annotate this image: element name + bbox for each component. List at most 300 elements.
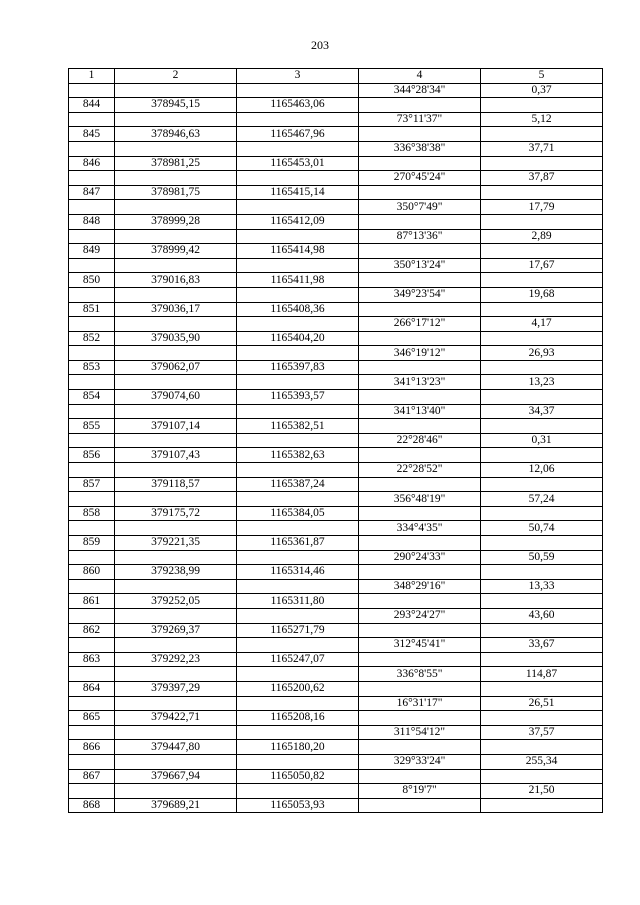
- x-coordinate-cell: 379292,23: [115, 652, 237, 667]
- x-coordinate-cell: [115, 550, 237, 565]
- y-coordinate-cell: [237, 112, 359, 127]
- point-number-cell: 858: [69, 506, 115, 521]
- direction-angle-cell: [359, 536, 481, 551]
- y-coordinate-cell: 1165463,06: [237, 98, 359, 113]
- distance-cell: [481, 331, 603, 346]
- distance-cell: [481, 594, 603, 609]
- point-number-cell: 850: [69, 273, 115, 288]
- y-coordinate-cell: 1165414,98: [237, 244, 359, 259]
- table-row: [69, 550, 603, 565]
- table-header: [69, 69, 603, 84]
- x-coordinate-cell: [115, 200, 237, 215]
- y-coordinate-cell: 1165247,07: [237, 652, 359, 667]
- distance-cell: 12,06: [481, 463, 603, 478]
- y-coordinate-cell: 1165382,63: [237, 448, 359, 463]
- point-number-cell: [69, 492, 115, 507]
- table-row: [69, 477, 603, 492]
- direction-angle-cell: [359, 302, 481, 317]
- direction-angle-cell: 356°48'19": [359, 492, 481, 507]
- direction-angle-cell: [359, 419, 481, 434]
- direction-angle-cell: 22°28'46": [359, 433, 481, 448]
- point-number-cell: 847: [69, 185, 115, 200]
- point-number-cell: [69, 375, 115, 390]
- distance-cell: [481, 798, 603, 813]
- table-row: [69, 711, 603, 726]
- y-coordinate-cell: 1165050,82: [237, 769, 359, 784]
- point-number-cell: [69, 784, 115, 799]
- direction-angle-cell: 329°33'24": [359, 754, 481, 769]
- table-row: [69, 360, 603, 375]
- x-coordinate-cell: 379107,43: [115, 448, 237, 463]
- point-number-cell: 857: [69, 477, 115, 492]
- table-row: [69, 156, 603, 171]
- direction-angle-cell: 341°13'23": [359, 375, 481, 390]
- direction-angle-cell: [359, 331, 481, 346]
- table-row: [69, 798, 603, 813]
- x-coordinate-cell: 379107,14: [115, 419, 237, 434]
- y-coordinate-cell: [237, 141, 359, 156]
- distance-cell: [481, 681, 603, 696]
- x-coordinate-cell: 379074,60: [115, 390, 237, 405]
- y-coordinate-cell: 1165382,51: [237, 419, 359, 434]
- direction-angle-cell: 87°13'36": [359, 229, 481, 244]
- point-number-cell: 859: [69, 536, 115, 551]
- y-coordinate-cell: [237, 229, 359, 244]
- distance-cell: 26,93: [481, 346, 603, 361]
- point-number-cell: 862: [69, 623, 115, 638]
- distance-cell: 43,60: [481, 608, 603, 623]
- y-coordinate-cell: [237, 521, 359, 536]
- direction-angle-cell: 336°8'55": [359, 667, 481, 682]
- point-number-cell: 856: [69, 448, 115, 463]
- y-coordinate-cell: 1165397,83: [237, 360, 359, 375]
- point-number-cell: [69, 696, 115, 711]
- x-coordinate-cell: [115, 112, 237, 127]
- table-row: [69, 536, 603, 551]
- distance-cell: 17,67: [481, 258, 603, 273]
- point-number-cell: 849: [69, 244, 115, 259]
- distance-cell: [481, 652, 603, 667]
- x-coordinate-cell: 379689,21: [115, 798, 237, 813]
- table-row: [69, 433, 603, 448]
- y-coordinate-cell: 1165415,14: [237, 185, 359, 200]
- table-row: [69, 390, 603, 405]
- x-coordinate-cell: [115, 638, 237, 653]
- table-row: [69, 769, 603, 784]
- x-coordinate-cell: [115, 141, 237, 156]
- distance-cell: 37,71: [481, 141, 603, 156]
- x-coordinate-cell: 379035,90: [115, 331, 237, 346]
- direction-angle-cell: [359, 623, 481, 638]
- point-number-cell: 844: [69, 98, 115, 113]
- y-coordinate-cell: 1165200,62: [237, 681, 359, 696]
- point-number-cell: [69, 83, 115, 98]
- point-number-cell: 848: [69, 214, 115, 229]
- table-row: [69, 784, 603, 799]
- table-row: [69, 740, 603, 755]
- y-coordinate-cell: [237, 492, 359, 507]
- direction-angle-cell: 341°13'40": [359, 404, 481, 419]
- x-coordinate-cell: [115, 375, 237, 390]
- column-header: 2: [115, 69, 237, 84]
- y-coordinate-cell: [237, 346, 359, 361]
- point-number-cell: [69, 258, 115, 273]
- direction-angle-cell: [359, 156, 481, 171]
- distance-cell: [481, 185, 603, 200]
- distance-cell: [481, 448, 603, 463]
- direction-angle-cell: [359, 594, 481, 609]
- y-coordinate-cell: 1165384,05: [237, 506, 359, 521]
- distance-cell: 50,74: [481, 521, 603, 536]
- table-row: [69, 623, 603, 638]
- x-coordinate-cell: [115, 317, 237, 332]
- point-number-cell: 860: [69, 565, 115, 580]
- column-header: 3: [237, 69, 359, 84]
- point-number-cell: 868: [69, 798, 115, 813]
- direction-angle-cell: [359, 185, 481, 200]
- y-coordinate-cell: 1165412,09: [237, 214, 359, 229]
- distance-cell: 34,37: [481, 404, 603, 419]
- y-coordinate-cell: [237, 667, 359, 682]
- x-coordinate-cell: [115, 725, 237, 740]
- distance-cell: 50,59: [481, 550, 603, 565]
- y-coordinate-cell: [237, 696, 359, 711]
- table-row: [69, 463, 603, 478]
- distance-cell: 37,57: [481, 725, 603, 740]
- table-row: [69, 521, 603, 536]
- point-number-cell: [69, 725, 115, 740]
- x-coordinate-cell: [115, 608, 237, 623]
- direction-angle-cell: 290°24'33": [359, 550, 481, 565]
- x-coordinate-cell: [115, 433, 237, 448]
- x-coordinate-cell: 378946,63: [115, 127, 237, 142]
- point-number-cell: 865: [69, 711, 115, 726]
- table-row: [69, 667, 603, 682]
- direction-angle-cell: [359, 681, 481, 696]
- x-coordinate-cell: 379667,94: [115, 769, 237, 784]
- direction-angle-cell: 336°38'38": [359, 141, 481, 156]
- distance-cell: [481, 419, 603, 434]
- point-number-cell: [69, 112, 115, 127]
- distance-cell: [481, 98, 603, 113]
- distance-cell: [481, 273, 603, 288]
- point-number-cell: 863: [69, 652, 115, 667]
- x-coordinate-cell: [115, 171, 237, 186]
- point-number-cell: [69, 579, 115, 594]
- column-header: 4: [359, 69, 481, 84]
- distance-cell: [481, 156, 603, 171]
- table-row: [69, 681, 603, 696]
- distance-cell: [481, 127, 603, 142]
- y-coordinate-cell: [237, 287, 359, 302]
- y-coordinate-cell: 1165453,01: [237, 156, 359, 171]
- distance-cell: 19,68: [481, 287, 603, 302]
- x-coordinate-cell: [115, 784, 237, 799]
- x-coordinate-cell: 379118,57: [115, 477, 237, 492]
- y-coordinate-cell: [237, 784, 359, 799]
- x-coordinate-cell: [115, 579, 237, 594]
- table-row: [69, 171, 603, 186]
- table-row: [69, 141, 603, 156]
- y-coordinate-cell: 1165404,20: [237, 331, 359, 346]
- x-coordinate-cell: 379422,71: [115, 711, 237, 726]
- distance-cell: [481, 536, 603, 551]
- table-row: [69, 185, 603, 200]
- point-number-cell: 855: [69, 419, 115, 434]
- distance-cell: 2,89: [481, 229, 603, 244]
- point-number-cell: [69, 463, 115, 478]
- y-coordinate-cell: [237, 83, 359, 98]
- page-number: 203: [311, 38, 329, 52]
- distance-cell: 255,34: [481, 754, 603, 769]
- x-coordinate-cell: 379269,37: [115, 623, 237, 638]
- table-row: [69, 448, 603, 463]
- table-row: [69, 594, 603, 609]
- y-coordinate-cell: 1165393,57: [237, 390, 359, 405]
- distance-cell: [481, 360, 603, 375]
- distance-cell: 33,67: [481, 638, 603, 653]
- x-coordinate-cell: 379447,80: [115, 740, 237, 755]
- direction-angle-cell: [359, 214, 481, 229]
- table-row: [69, 565, 603, 580]
- direction-angle-cell: 22°28'52": [359, 463, 481, 478]
- table-row: [69, 404, 603, 419]
- direction-angle-cell: [359, 652, 481, 667]
- table-row: [69, 83, 603, 98]
- direction-angle-cell: 312°45'41": [359, 638, 481, 653]
- y-coordinate-cell: [237, 375, 359, 390]
- distance-cell: [481, 506, 603, 521]
- coordinates-table: [68, 68, 603, 813]
- distance-cell: 5,12: [481, 112, 603, 127]
- table-row: [69, 652, 603, 667]
- x-coordinate-cell: 379221,35: [115, 536, 237, 551]
- y-coordinate-cell: 1165361,87: [237, 536, 359, 551]
- x-coordinate-cell: [115, 229, 237, 244]
- y-coordinate-cell: 1165271,79: [237, 623, 359, 638]
- x-coordinate-cell: 379238,99: [115, 565, 237, 580]
- x-coordinate-cell: 379252,05: [115, 594, 237, 609]
- x-coordinate-cell: 378981,25: [115, 156, 237, 171]
- x-coordinate-cell: 378945,15: [115, 98, 237, 113]
- x-coordinate-cell: [115, 83, 237, 98]
- table-row: [69, 287, 603, 302]
- point-number-cell: 852: [69, 331, 115, 346]
- direction-angle-cell: 350°7'49": [359, 200, 481, 215]
- direction-angle-cell: 348°29'16": [359, 579, 481, 594]
- table-row: [69, 112, 603, 127]
- x-coordinate-cell: [115, 492, 237, 507]
- direction-angle-cell: [359, 244, 481, 259]
- point-number-cell: 845: [69, 127, 115, 142]
- y-coordinate-cell: [237, 754, 359, 769]
- distance-cell: 37,87: [481, 171, 603, 186]
- y-coordinate-cell: [237, 171, 359, 186]
- point-number-cell: [69, 141, 115, 156]
- distance-cell: [481, 477, 603, 492]
- distance-cell: 13,33: [481, 579, 603, 594]
- x-coordinate-cell: 378999,28: [115, 214, 237, 229]
- x-coordinate-cell: 378999,42: [115, 244, 237, 259]
- column-header: 1: [69, 69, 115, 84]
- table-row: [69, 302, 603, 317]
- table-row: [69, 696, 603, 711]
- y-coordinate-cell: [237, 463, 359, 478]
- table-row: [69, 200, 603, 215]
- distance-cell: [481, 769, 603, 784]
- x-coordinate-cell: 379397,29: [115, 681, 237, 696]
- point-number-cell: [69, 608, 115, 623]
- point-number-cell: 853: [69, 360, 115, 375]
- direction-angle-cell: [359, 477, 481, 492]
- table-row: [69, 579, 603, 594]
- point-number-cell: [69, 433, 115, 448]
- point-number-cell: [69, 667, 115, 682]
- y-coordinate-cell: [237, 608, 359, 623]
- y-coordinate-cell: 1165408,36: [237, 302, 359, 317]
- y-coordinate-cell: 1165387,24: [237, 477, 359, 492]
- direction-angle-cell: 8°19'7": [359, 784, 481, 799]
- point-number-cell: 854: [69, 390, 115, 405]
- point-number-cell: 851: [69, 302, 115, 317]
- point-number-cell: [69, 550, 115, 565]
- column-header: 5: [481, 69, 603, 84]
- direction-angle-cell: 311°54'12": [359, 725, 481, 740]
- table-row: [69, 638, 603, 653]
- direction-angle-cell: 266°17'12": [359, 317, 481, 332]
- point-number-cell: [69, 287, 115, 302]
- x-coordinate-cell: [115, 258, 237, 273]
- direction-angle-cell: [359, 448, 481, 463]
- y-coordinate-cell: [237, 550, 359, 565]
- direction-angle-cell: [359, 390, 481, 405]
- y-coordinate-cell: [237, 638, 359, 653]
- direction-angle-cell: [359, 711, 481, 726]
- table-row: [69, 419, 603, 434]
- distance-cell: [481, 711, 603, 726]
- table-row: [69, 244, 603, 259]
- table-row: [69, 229, 603, 244]
- point-number-cell: [69, 229, 115, 244]
- x-coordinate-cell: [115, 696, 237, 711]
- y-coordinate-cell: [237, 725, 359, 740]
- direction-angle-cell: 349°23'54": [359, 287, 481, 302]
- direction-angle-cell: 73°11'37": [359, 112, 481, 127]
- x-coordinate-cell: 379175,72: [115, 506, 237, 521]
- x-coordinate-cell: 379016,83: [115, 273, 237, 288]
- distance-cell: [481, 565, 603, 580]
- distance-cell: 0,37: [481, 83, 603, 98]
- direction-angle-cell: [359, 98, 481, 113]
- table-row: [69, 98, 603, 113]
- direction-angle-cell: [359, 127, 481, 142]
- point-number-cell: 867: [69, 769, 115, 784]
- distance-cell: [481, 740, 603, 755]
- x-coordinate-cell: [115, 521, 237, 536]
- table-row: [69, 331, 603, 346]
- point-number-cell: 861: [69, 594, 115, 609]
- x-coordinate-cell: [115, 287, 237, 302]
- point-number-cell: [69, 200, 115, 215]
- table-body: [69, 83, 603, 813]
- y-coordinate-cell: [237, 433, 359, 448]
- y-coordinate-cell: 1165314,46: [237, 565, 359, 580]
- table-row: [69, 725, 603, 740]
- table-row: [69, 127, 603, 142]
- point-number-cell: [69, 521, 115, 536]
- x-coordinate-cell: [115, 754, 237, 769]
- x-coordinate-cell: [115, 404, 237, 419]
- y-coordinate-cell: 1165180,20: [237, 740, 359, 755]
- y-coordinate-cell: 1165411,98: [237, 273, 359, 288]
- y-coordinate-cell: [237, 200, 359, 215]
- table-row: [69, 375, 603, 390]
- distance-cell: 57,24: [481, 492, 603, 507]
- table-row: [69, 214, 603, 229]
- x-coordinate-cell: [115, 346, 237, 361]
- y-coordinate-cell: [237, 579, 359, 594]
- distance-cell: [481, 302, 603, 317]
- y-coordinate-cell: 1165053,93: [237, 798, 359, 813]
- distance-cell: 21,50: [481, 784, 603, 799]
- direction-angle-cell: 334°4'35": [359, 521, 481, 536]
- x-coordinate-cell: [115, 667, 237, 682]
- x-coordinate-cell: [115, 463, 237, 478]
- header-row: [69, 69, 603, 84]
- point-number-cell: [69, 171, 115, 186]
- direction-angle-cell: 346°19'12": [359, 346, 481, 361]
- y-coordinate-cell: [237, 404, 359, 419]
- y-coordinate-cell: 1165208,16: [237, 711, 359, 726]
- point-number-cell: [69, 404, 115, 419]
- y-coordinate-cell: 1165311,80: [237, 594, 359, 609]
- distance-cell: 13,23: [481, 375, 603, 390]
- table-row: [69, 273, 603, 288]
- x-coordinate-cell: 378981,75: [115, 185, 237, 200]
- distance-cell: 0,31: [481, 433, 603, 448]
- point-number-cell: 846: [69, 156, 115, 171]
- x-coordinate-cell: 379062,07: [115, 360, 237, 375]
- direction-angle-cell: [359, 360, 481, 375]
- point-number-cell: [69, 638, 115, 653]
- point-number-cell: [69, 317, 115, 332]
- point-number-cell: 866: [69, 740, 115, 755]
- y-coordinate-cell: 1165467,96: [237, 127, 359, 142]
- table-row: [69, 317, 603, 332]
- direction-angle-cell: 270°45'24": [359, 171, 481, 186]
- direction-angle-cell: 16°31'17": [359, 696, 481, 711]
- point-number-cell: 864: [69, 681, 115, 696]
- direction-angle-cell: 350°13'24": [359, 258, 481, 273]
- table-row: [69, 608, 603, 623]
- table-row: [69, 258, 603, 273]
- y-coordinate-cell: [237, 258, 359, 273]
- point-number-cell: [69, 754, 115, 769]
- distance-cell: 17,79: [481, 200, 603, 215]
- direction-angle-cell: [359, 740, 481, 755]
- table-row: [69, 506, 603, 521]
- direction-angle-cell: 344°28'34": [359, 83, 481, 98]
- y-coordinate-cell: [237, 317, 359, 332]
- table-row: [69, 492, 603, 507]
- distance-cell: 26,51: [481, 696, 603, 711]
- distance-cell: [481, 623, 603, 638]
- direction-angle-cell: 293°24'27": [359, 608, 481, 623]
- direction-angle-cell: [359, 565, 481, 580]
- direction-angle-cell: [359, 798, 481, 813]
- distance-cell: 114,87: [481, 667, 603, 682]
- distance-cell: [481, 214, 603, 229]
